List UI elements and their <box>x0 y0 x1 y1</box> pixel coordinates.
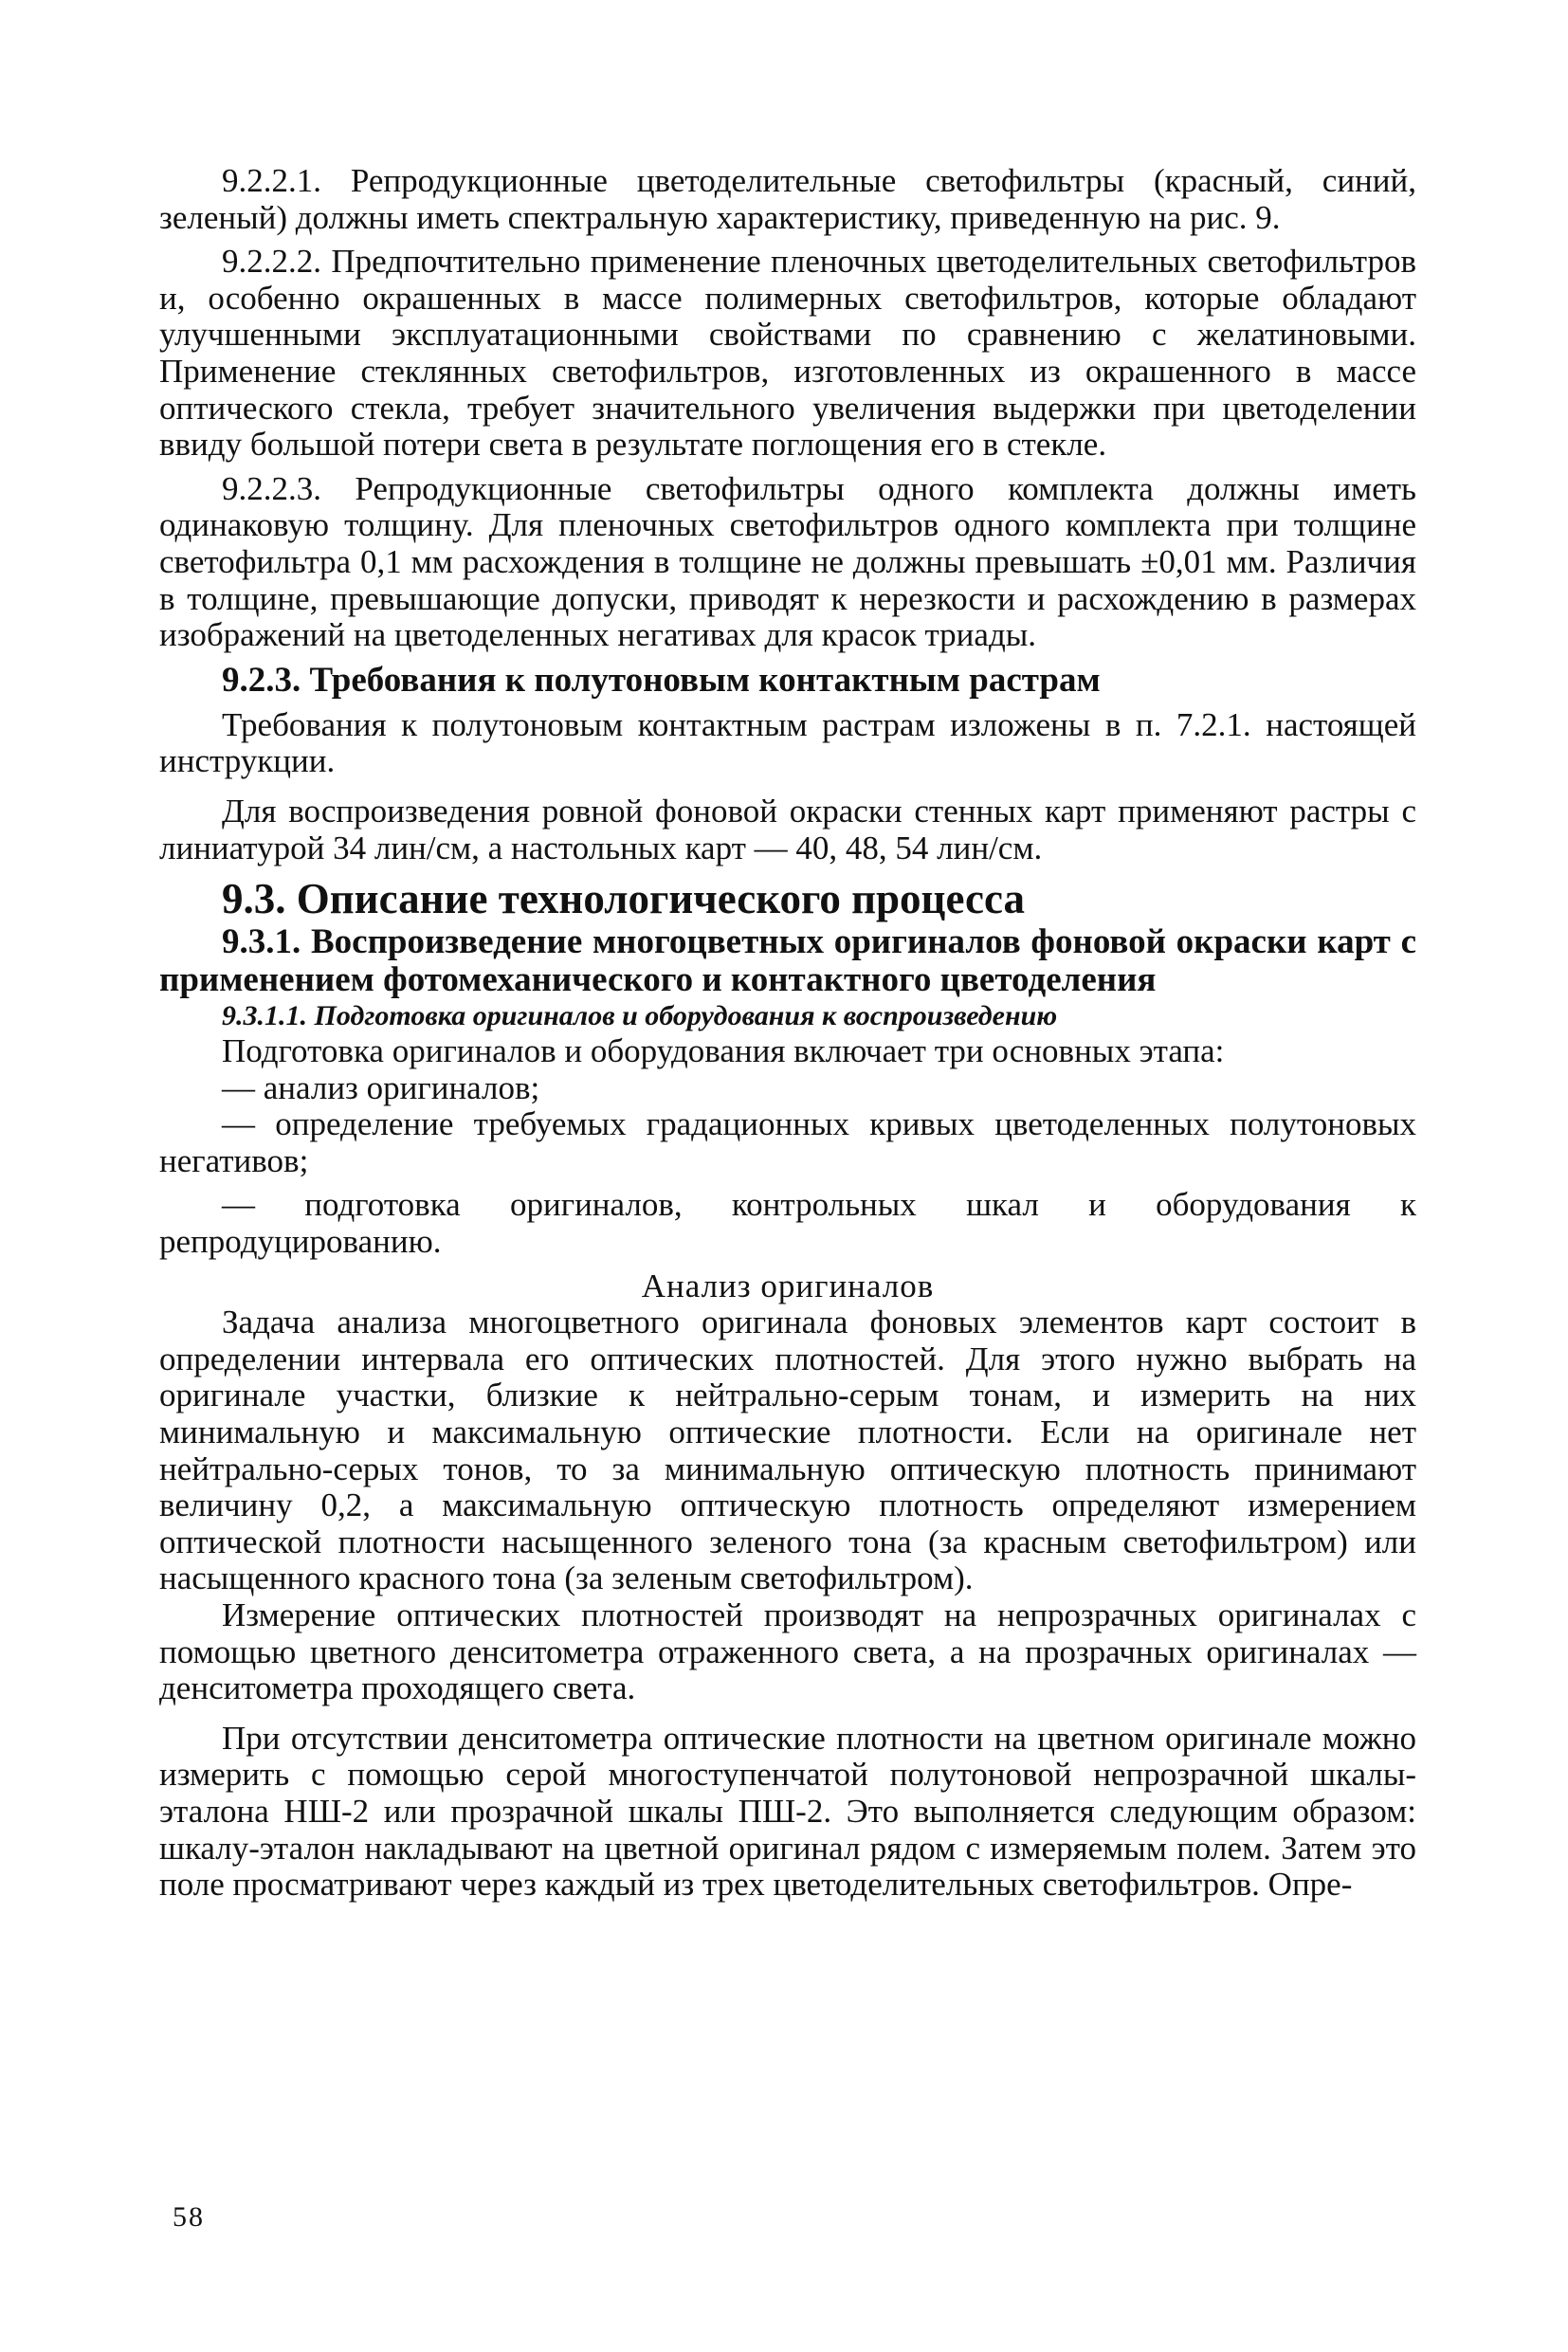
paragraph-screen-ruling: Для воспроизведения ровной фоновой окраски стенных карт применяют растры с линиатурой 34 лин/см, а настольных карт — 40, 48, 54 лин/см. <box>159 792 1416 866</box>
paragraph-no-densitometer: При отсутствии денситометра оптические плотности на цветном оригинале можно измерить с помощью серой многоступенчатой полутоновой непрозрачной шкалы-эталона НШ-2 или прозрачной шкалы ПШ-2. Это выполняется следующим образом: шкалу-эталон накладывают на цветной оригинал рядом с измеряемым полем. Затем это поле просматривают через каждый из трех цветоделительных светофильтров. Опре- <box>159 1719 1416 1904</box>
list-item-gradation-curves: — определение требуемых градационных кривых цветоделенных полутоновых негативов; <box>159 1105 1416 1179</box>
paragraph-contact-screens-ref: Требования к полутоновым контактным растрам изложены в п. 7.2.1. настоящей инструкции. <box>159 705 1416 780</box>
paragraph-9-2-2-3: 9.2.2.3. Репродукционные светофильтры одного комплекта должны иметь одинаковую толщину. Для пленочных светофильтров одного комплекта при толщине светофильтра 0,1 мм расхождения в толщине не должны превышать ±0,01 мм. Различия в толщине, превышающие допуски, приводят к нерезкости и расхождению в размерах изображений на цветоделенных негативах для красок триады. <box>159 469 1416 654</box>
heading-9-2-3: 9.2.3. Требования к полутоновым контактным растрам <box>222 660 1101 700</box>
paragraph-preparation-stages: Подготовка оригиналов и оборудования включает три основных этапа: <box>222 1032 1225 1070</box>
heading-9-3: 9.3. Описание технологического процесса <box>222 875 1026 923</box>
list-item-preparation: — подготовка оригиналов, контрольных шкал и оборудования к репродуцированию. <box>159 1186 1416 1261</box>
paragraph-9-2-2-2: 9.2.2.2. Предпочтительно применение пленочных цветоделительных светофильтров и, особенно окрашенных в массе полимерных светофильтров, которые обладают улучшенными эксплуатационными свойствами по сравнению с желатиновыми. Применение стеклянных светофильтров, изготовленных из окрашенного в массе оптического стекла, требует значительного увеличения выдержки при цветоделении ввиду большой потери света в результате поглощения его в стекле. <box>159 243 1416 464</box>
heading-9-3-1: 9.3.1. Воспроизведение многоцветных оригиналов фоновой окраски карт с применением фотомеханического и контактного цветоделения <box>159 922 1416 1000</box>
page-number: 58 <box>173 2201 205 2233</box>
list-item-analysis: — анализ оригиналов; <box>222 1068 540 1106</box>
paragraph-analysis-task: Задача анализа многоцветного оригинала фоновых элементов карт состоит в определении интервала его оптических плотностей. Для этого нужно выбрать на оригинале участки, близкие к нейтрально-серым тонам, и измерить на них минимальную и максимальную оптические плотности. Если на оригинале нет нейтрально-серых тонов, то за минимальную оптическую плотность принимают величину 0,2, а максимальную оптическую плотность определяют измерением оптической плотности насыщенного зеленого тона (за красным светофильтром) или насыщенного красного тона (за зеленым светофильтром). <box>159 1304 1416 1597</box>
paragraph-density-measurement: Измерение оптических плотностей производят на непрозрачных оригиналах с помощью цветного денситометра отраженного света, а на прозрачных оригиналах — денситометра проходящего света. <box>159 1596 1416 1707</box>
paragraph-9-2-2-1: 9.2.2.1. Репродукционные цветоделительные светофильтры (красный, синий, зеленый) должны иметь спектральную характеристику, приведенную на рис. 9. <box>159 162 1416 236</box>
page-body <box>159 163 1416 1904</box>
subheading-original-analysis: Анализ оригиналов <box>641 1267 935 1304</box>
heading-9-3-1-1: 9.3.1.1. Подготовка оригиналов и оборудования к воспроизведению <box>222 1000 1058 1032</box>
